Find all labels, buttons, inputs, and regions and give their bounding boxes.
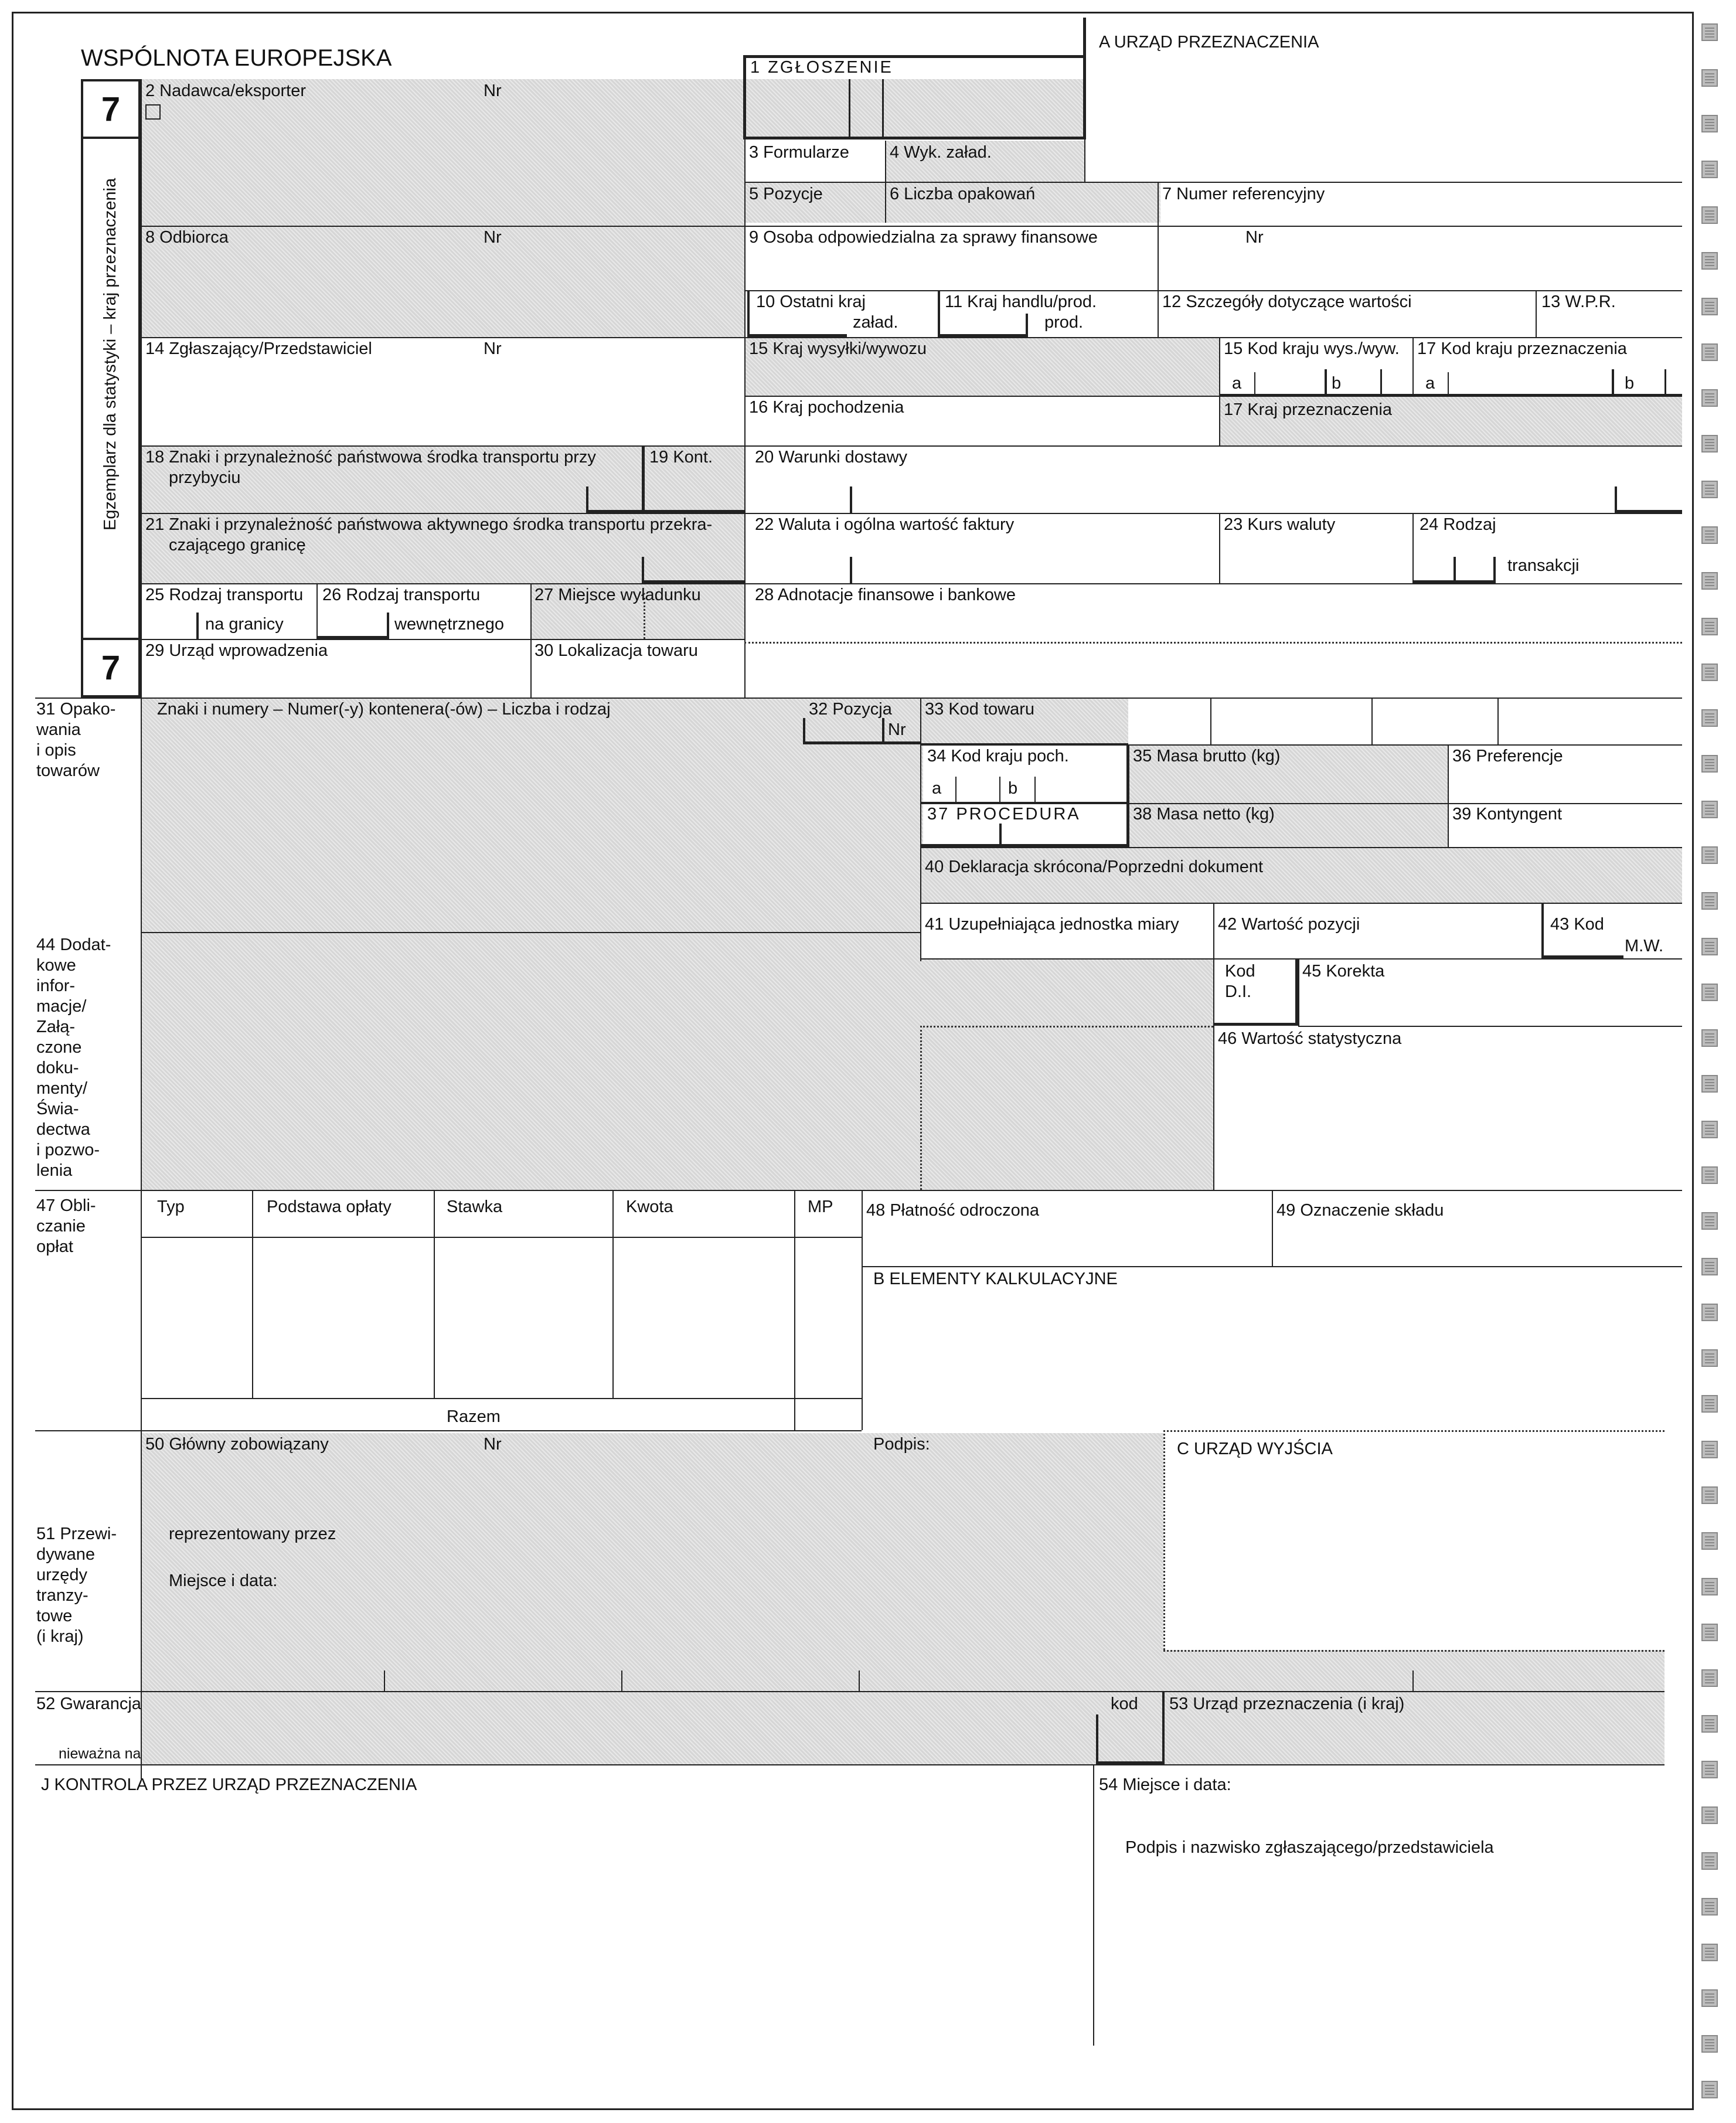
box-23-label: 23 Kurs waluty [1224,515,1336,534]
box-17-label: 17 Kraj przeznaczenia [1224,400,1392,419]
box-2-field[interactable] [141,79,744,226]
box-52-label: 52 Gwarancja [36,1695,141,1713]
box-21-sub: czającego granicę [169,536,306,554]
box-25-sub: na granicy [205,615,284,634]
perforation-hole [1701,664,1718,681]
perforation-hole [1701,435,1718,453]
perforation-hole [1701,938,1718,955]
box-50-podpis: Podpis: [873,1435,930,1454]
box-5-label: 5 Pozycje [749,185,823,203]
box-13-label: 13 W.P.R. [1541,292,1616,311]
box-19-label: 19 Kont. [649,448,713,467]
perforation-hole [1701,1624,1718,1641]
box-32-label: 32 Pozycja [809,700,892,719]
perforation-hole [1701,1075,1718,1093]
perforation-hole [1701,161,1718,178]
box-15-b: b [1332,374,1342,393]
box-17-b: b [1625,374,1635,393]
perforation-hole [1701,1852,1718,1870]
box-c-label: C URZĄD WYJŚCIA [1177,1440,1333,1458]
box-36-label: 36 Preferencje [1452,747,1563,765]
box-15-label: 15 Kraj wysyłki/wywozu [749,339,927,358]
box-17-a: a [1425,374,1435,393]
box-15-a: a [1232,374,1242,393]
box-25-label: 25 Rodzaj transportu [145,586,304,604]
perforation-hole [1701,755,1718,773]
copy-number-bottom: 7 [81,638,141,698]
box-43-label: 43 Kod [1550,915,1604,934]
perforation-hole [1701,1989,1718,2007]
box-50-nr: Nr [484,1435,502,1454]
box-37-label: 37 PROCEDURA [927,805,1081,824]
col-podstawa: Podstawa opłaty [267,1197,392,1216]
box-46-label: 46 Wartość statystyczna [1218,1029,1402,1048]
box-31-field[interactable] [141,698,923,932]
box-b-label: B ELEMENTY KALKULACYJNE [873,1270,1118,1288]
box-16-label: 16 Kraj pochodzenia [749,398,904,417]
col-kwota: Kwota [626,1197,673,1216]
perforation-hole [1701,1212,1718,1230]
box-32-nr: Nr [888,720,906,739]
box-12-label: 12 Szczegóły dotyczące wartości [1162,292,1412,311]
office-a-label: A URZĄD PRZEZNACZENIA [1099,33,1319,52]
box-29-label: 29 Urząd wprowadzenia [145,641,328,660]
box-41-label: 41 Uzupełniająca jednostka miary [925,915,1179,934]
box-7-label: 7 Numer referencyjny [1162,185,1325,203]
kod-di-label: Kod D.I. [1225,962,1255,1001]
box-17-code-label: 17 Kod kraju przeznaczenia [1417,339,1627,358]
perforation-hole [1701,846,1718,864]
perforation-hole [1701,69,1718,87]
perforation-hole [1701,23,1718,41]
perforation-hole [1701,1349,1718,1367]
box-31-header: Znaki i numery – Numer(-y) kontenera(-ów) – Liczba i rodzaj [157,700,611,719]
box-8-field[interactable] [141,226,744,337]
perforation-hole [1701,298,1718,315]
perforation-hole [1701,389,1718,407]
perforation-hole [1701,1806,1718,1824]
perforation-hole [1701,1121,1718,1138]
box-11-sub: prod. [1044,313,1084,332]
perforation-hole [1701,526,1718,544]
box-6-label: 6 Liczba opakowań [890,185,1036,203]
perforation-hole [1701,801,1718,818]
perforation-hole [1701,1578,1718,1595]
perforation-hole [1701,892,1718,910]
box-24-sub: transakcji [1507,556,1580,575]
box-8-label: 8 Odbiorca [145,228,229,247]
perforation-hole [1701,1258,1718,1275]
box-40-label: 40 Deklaracja skrócona/Poprzedni dokument [925,858,1264,876]
box-52-field[interactable] [141,1691,1163,1764]
box-50-label: 50 Główny zobowiązany [145,1435,329,1454]
perforation-hole [1701,2035,1718,2053]
box-15-code-label: 15 Kod kraju wys./wyw. [1224,339,1400,358]
perforation-hole [1701,481,1718,498]
box-49-label: 49 Oznaczenie składu [1277,1201,1444,1220]
perforation-hole [1701,1486,1718,1504]
box-26-sub: wewnętrznego [394,615,504,634]
box-34-a: a [932,779,942,798]
perforation-hole [1701,343,1718,361]
box-44-label: 44 Dodat- kowe infor- macje/ Załą- czone doku- menty/ Świa- dectwa i pozwo- lenia [36,935,111,1180]
box-2-label: 2 Nadawca/eksporter [145,81,307,100]
box-43-sub: M.W. [1625,937,1664,955]
perforation-hole [1701,252,1718,270]
col-stawka: Stawka [447,1197,503,1216]
perforation-hole [1701,1441,1718,1458]
box-14-nr: Nr [484,339,502,358]
box-3-label: 3 Formularze [749,143,849,162]
box-30-label: 30 Lokalizacja towaru [535,641,698,660]
box-21-label: 21 Znaki i przynależność państwowa aktywnego środka transportu przekra- [145,515,713,534]
box-44-field[interactable] [141,932,1213,1190]
perforation-hole [1701,2081,1718,2098]
box-38-label: 38 Masa netto (kg) [1133,805,1275,824]
perforation-hole [1701,709,1718,727]
box-33-label: 33 Kod towaru [925,700,1035,719]
box-39-label: 39 Kontyngent [1452,805,1563,824]
box-20-label: 20 Warunki dostawy [755,448,908,467]
box-52-niewazna: nieważna na [59,1746,141,1762]
perforation-hole [1701,1944,1718,1961]
box-1-label: 1 ZGŁOSZENIE [750,58,893,77]
box-54-signature: Podpis i nazwisko zgłaszającego/przedstawiciela [1125,1838,1494,1857]
box-47-label: 47 Obli- czanie opłat [36,1196,96,1256]
box-8-nr: Nr [484,228,502,247]
box-18-label: 18 Znaki i przynależność państwowa środka transportu przy [145,448,596,467]
box-2-checkbox[interactable] [145,104,161,120]
perforation-hole [1701,1395,1718,1413]
box-4-label: 4 Wyk. załad. [890,143,992,162]
box-1-field[interactable] [744,79,1084,138]
box-50-rep: reprezentowany przez [169,1525,336,1543]
perforation-hole [1701,115,1718,132]
copy-label: Egzemplarz dla statystyki – kraj przeznaczenia [101,178,120,530]
box-10-sub: załad. [853,313,898,332]
box-2-nr: Nr [484,81,502,100]
box-9-nr: Nr [1245,228,1264,247]
box-51-field[interactable] [141,1650,1664,1691]
box-27-label: 27 Miejsce wyładunku [535,586,701,604]
box-18-sub: przybyciu [169,468,241,487]
box-50-miejsce: Miejsce i data: [169,1571,278,1590]
box-j-label: J KONTROLA PRZEZ URZĄD PRZEZNACZENIA [41,1775,417,1794]
perforation-hole [1701,1029,1718,1047]
community-title: WSPÓLNOTA EUROPEJSKA [81,45,392,71]
box-10-label: 10 Ostatni kraj [756,292,866,311]
perforation-hole [1701,1532,1718,1550]
box-9-label: 9 Osoba odpowiedzialna za sprawy finansowe [749,228,1098,247]
col-mp: MP [808,1197,833,1216]
box-24-label: 24 Rodzaj [1420,515,1496,534]
perforation-hole [1701,1898,1718,1916]
box-34-b: b [1008,779,1018,798]
razem-label: Razem [447,1407,501,1426]
box-53-label: 53 Urząd przeznaczenia (i kraj) [1169,1695,1405,1713]
box-52-kod: kod [1111,1695,1138,1713]
box-31-label: 31 Opako- wania i opis towarów [36,700,116,780]
box-45-label: 45 Korekta [1302,962,1385,981]
box-14-label: 14 Zgłaszający/Przedstawiciel [145,339,372,358]
box-35-label: 35 Masa brutto (kg) [1133,747,1281,765]
perforation-hole [1701,1304,1718,1321]
box-54-label: 54 Miejsce i data: [1099,1775,1231,1794]
box-22-label: 22 Waluta i ogólna wartość faktury [755,515,1015,534]
box-26-label: 26 Rodzaj transportu [322,586,481,604]
box-34-label: 34 Kod kraju poch. [927,747,1069,765]
perforation-hole [1701,206,1718,224]
perforation-hole [1701,984,1718,1001]
perforation-hole [1701,1715,1718,1733]
box-48-label: 48 Płatność odroczona [866,1201,1040,1220]
copy-number-top: 7 [81,79,141,139]
box-42-label: 42 Wartość pozycji [1218,915,1360,934]
perforation-hole [1701,1166,1718,1184]
box-28-label: 28 Adnotacje finansowe i bankowe [755,586,1016,604]
perforation-hole [1701,1669,1718,1687]
col-typ: Typ [157,1197,185,1216]
box-11-label: 11 Kraj handlu/prod. [945,292,1097,311]
perforation-hole [1701,572,1718,590]
perforation-hole [1701,1761,1718,1778]
box-51-label: 51 Przewi- dywane urzędy tranzy- towe (i kraj) [36,1525,117,1646]
perforation-hole [1701,618,1718,635]
